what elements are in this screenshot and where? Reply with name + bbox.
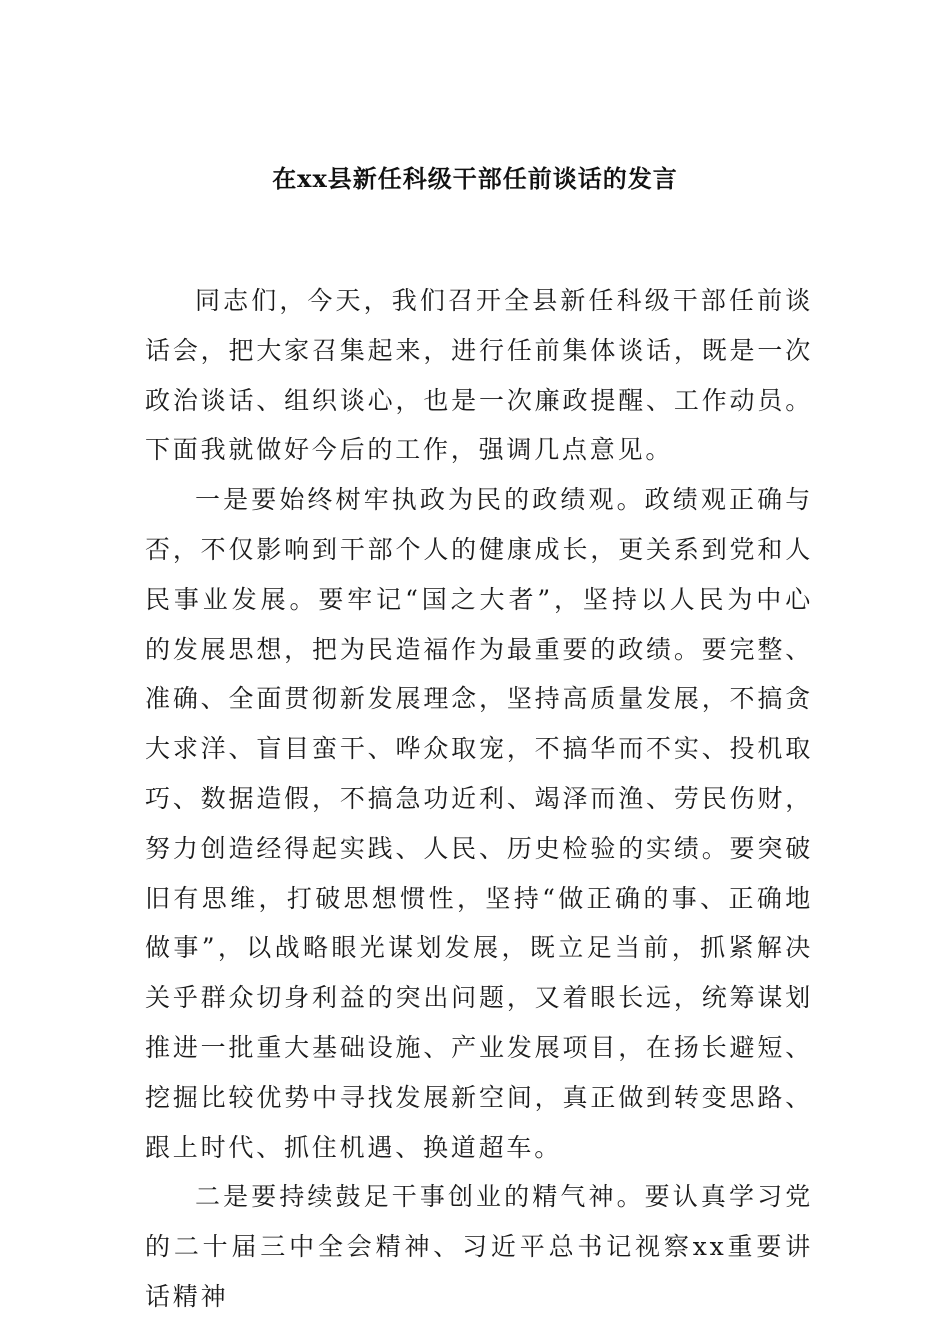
paragraph-point-one: 一是要始终树牢执政为民的政绩观。政绩观正确与否，不仅影响到干部个人的健康成长，更关系到党和人民事业发展。要牢记“国之大者”，坚持以人民为中心的发展思想，把为民造福作为最重要的政绩。要完整、准确、全面贯彻新发展理念，坚持高质量发展，不搞贪大求洋、盲目蛮干、哗众取宠，不搞华而不实、投机取巧、数据造假，不搞急功近利、竭泽而渔、劳民伤财，努力创造经得起实践、人民、历史检验的实绩。要突破旧有思维，打破思想惯性，坚持“做正确的事、正确地做事”，以战略眼光谋划发展，既立足当前，抓紧解决关乎群众切身利益的突出问题，又着眼长远，统筹谋划推进一批重大基础设施、产业发展项目，在扬长避短、挖掘比较优势中寻找发展新空间，真正做到转变思路、跟上时代、抓住机遇、换道超车。: [145, 485, 813, 1162]
document-body: [145, 276, 813, 1322]
paragraph-point-two: 二是要持续鼓足干事创业的精气神。要认真学习党的二十届三中全会精神、习近平总书记视察xx重要讲话精神: [145, 1182, 813, 1311]
document-title: 在xx县新任科级干部任前谈话的发言: [272, 164, 678, 193]
paragraph-opening: 同志们，今天，我们召开全县新任科级干部任前谈话会，把大家召集起来，进行任前集体谈话，既是一次政治谈话、组织谈心，也是一次廉政提醒、工作动员。下面我就做好今后的工作，强调几点意见。: [145, 286, 813, 465]
